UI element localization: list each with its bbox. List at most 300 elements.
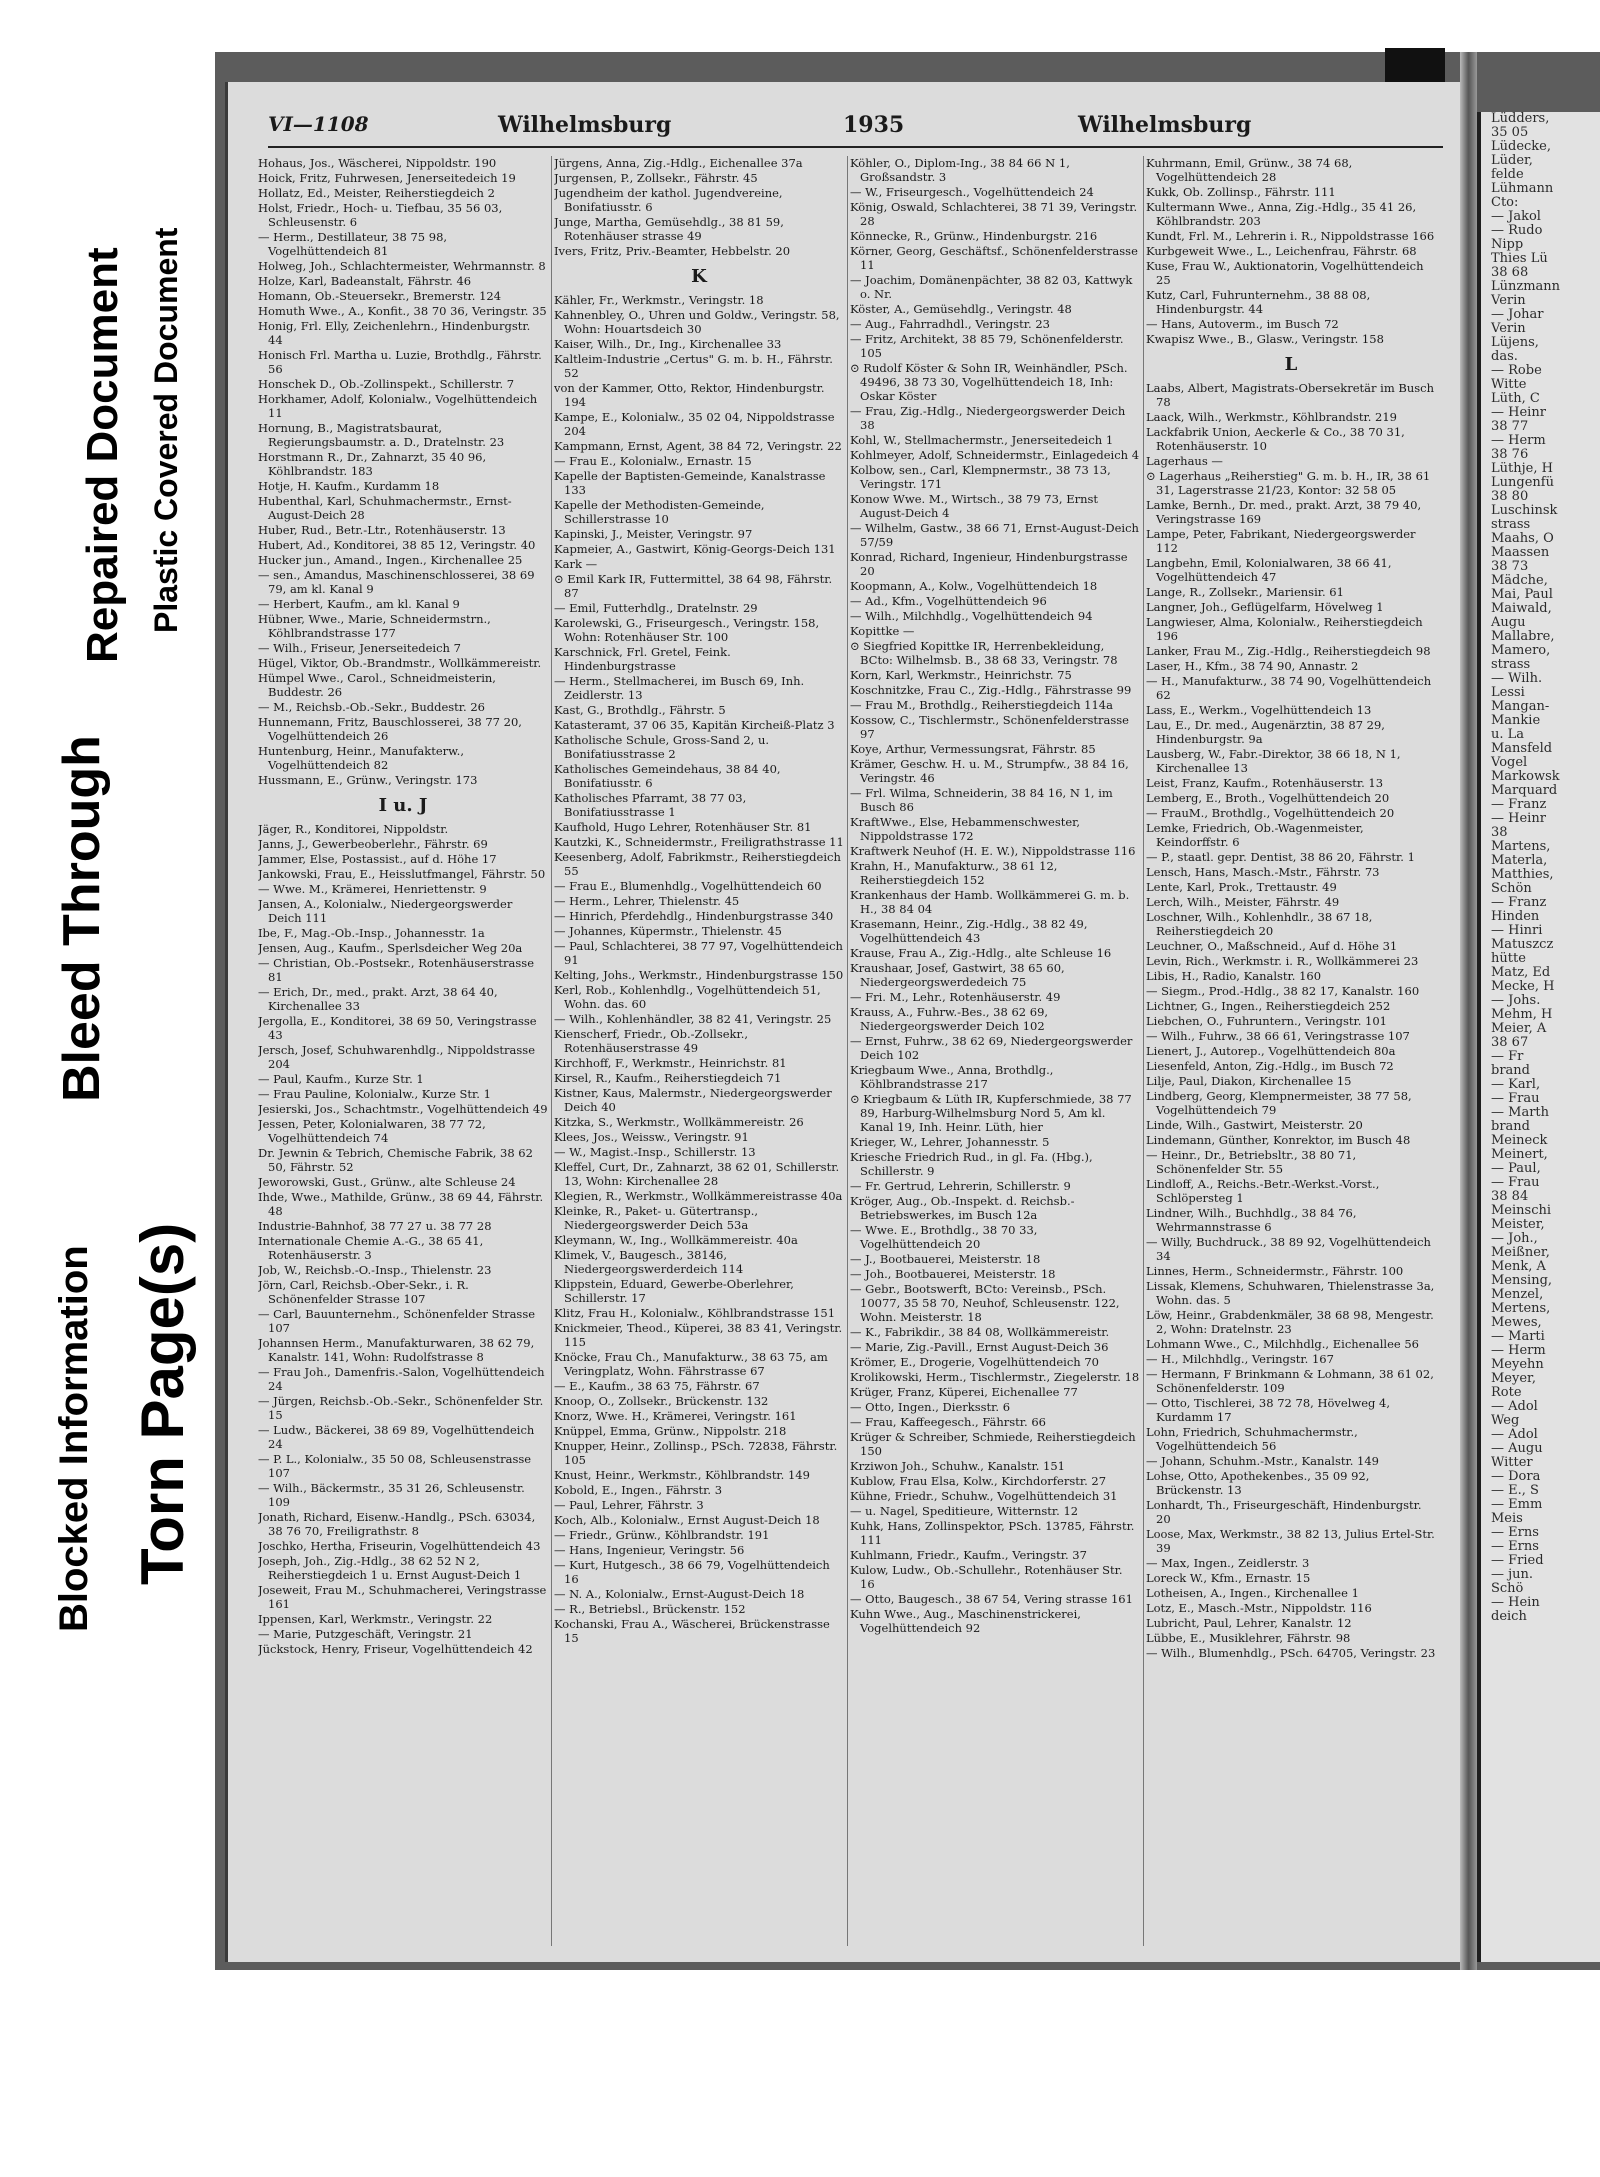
directory-entry: Krämer, Geschw. H. u. M., Strumpfw., 38 84 16, Veringstr. 46 (850, 757, 1129, 785)
directory-entry: Industrie-Bahnhof, 38 77 27 u. 38 77 28 (258, 1219, 492, 1233)
directory-entry: Levin, Rich., Werkmstr. i. R., Wollkämmerei 23 (1146, 954, 1419, 968)
directory-entry: — Frau E., Blumenhdlg., Vogelhüttendeich 60 (554, 879, 822, 893)
directory-entry: Kuhrmann, Emil, Grünw., 38 74 68, Vogelhüttendeich 28 (1146, 156, 1353, 184)
next-page-fragment: — Hinri (1491, 923, 1543, 938)
next-page-fragment: — Dora (1491, 1469, 1541, 1484)
next-page-fragment: Matthies, (1491, 867, 1554, 882)
next-page-fragment: Verin (1491, 293, 1526, 308)
directory-entry: Kampe, E., Kolonialw., 35 02 04, Nippoldstrasse 204 (554, 410, 835, 438)
directory-entry: Janns, J., Gewerbeoberlehr., Fährstr. 69 (258, 837, 488, 851)
directory-entry: Körner, Georg, Geschäftsf., Schönenfelderstrasse 11 (850, 244, 1138, 272)
directory-entry: — Hinrich, Pferdehdlg., Hindenburgstrasse 340 (554, 909, 834, 923)
next-page-fragment: Marquard (1491, 783, 1558, 798)
directory-entry: Kistner, Kaus, Malermstr., Niedergeorgswerder Deich 40 (554, 1086, 832, 1114)
directory-entry: Johannsen Herm., Manufakturwaren, 38 62 79, Kanalstr. 141, Wohn: Rudolfstrasse 8 (258, 1336, 535, 1364)
next-page-fragment: Meineck (1491, 1133, 1548, 1148)
next-page-fragment: Lüthje, H (1491, 461, 1553, 476)
directory-entry: — Christian, Ob.-Postsekr., Rotenhäuserstrasse 81 (258, 956, 535, 984)
directory-entry: Katholische Schule, Gross-Sand 2, u. Bonifatiusstrasse 2 (554, 733, 770, 761)
directory-entry: ⊙ Lagerhaus „Reiherstieg" G. m. b. H., IR, 38 61 31, Lagerstrasse 21/23, Kontor: 32 58 05 (1146, 469, 1431, 497)
directory-entry: — Frau Pauline, Kolonialw., Kurze Str. 1 (258, 1087, 491, 1101)
next-page-fragment: 38 77 (1491, 419, 1529, 434)
next-page-fragment: strass (1491, 657, 1531, 672)
directory-entry: Knüppel, Emma, Grünw., Nippolstr. 218 (554, 1424, 787, 1438)
next-page-fragment: Lüjens, (1491, 335, 1539, 350)
directory-entry: Ippensen, Karl, Werkmstr., Veringstr. 22 (258, 1612, 493, 1626)
directory-entry: Libis, H., Radio, Kanalstr. 160 (1146, 969, 1322, 983)
directory-entry: Knorz, Wwe. H., Krämerei, Veringstr. 161 (554, 1409, 797, 1423)
directory-entry: Lanker, Frau M., Zig.-Hdlg., Reiherstiegdeich 98 (1146, 644, 1431, 658)
directory-entry: — Fri. M., Lehr., Rotenhäuserstr. 49 (850, 990, 1061, 1004)
directory-entry: — Wilh., Blumenhdlg., PSch. 64705, Veringstr. 23 (1146, 1646, 1436, 1660)
directory-entry: Lampe, Peter, Fabrikant, Niedergeorgswerder 112 (1146, 527, 1416, 555)
directory-entry: — Fritz, Architekt, 38 85 79, Schönenfelderstr. 105 (850, 332, 1124, 360)
next-page-fragment: — Emm (1491, 1497, 1543, 1512)
directory-entry: Kapelle der Methodisten-Gemeinde, Schillerstrasse 10 (554, 498, 765, 526)
directory-entry: Jessen, Peter, Kolonialwaren, 38 77 72, Vogelhüttendeich 74 (258, 1117, 486, 1145)
directory-entry: Lindemann, Günther, Konrektor, im Busch 48 (1146, 1133, 1411, 1147)
next-page-fragment: Maassen (1491, 545, 1550, 560)
directory-entry: Lohmann Wwe., C., Milchhdlg., Eichenallee 56 (1146, 1337, 1419, 1351)
next-page-fragment: Menk, A (1491, 1259, 1546, 1274)
directory-column-1 (258, 156, 548, 1946)
directory-column-4 (1146, 156, 1436, 1946)
directory-entry: — W., Magist.-Insp., Schillerstr. 13 (554, 1145, 756, 1159)
directory-entry: Kleymann, W., Ing., Wollkämmereistr. 40a (554, 1233, 798, 1247)
next-page-fragment: u. La (1491, 727, 1525, 742)
directory-entry: Krasemann, Heinr., Zig.-Hdlg., 38 82 49, Vogelhüttendeich 43 (850, 917, 1088, 945)
next-page-fragment: 38 80 (1491, 489, 1529, 504)
directory-entry: Hohaus, Jos., Wäscherei, Nippoldstr. 190 (258, 156, 497, 170)
directory-entry: — FrauM., Brothdlg., Vogelhüttendeich 20 (1146, 806, 1395, 820)
next-page-fragment: Meyer, (1491, 1371, 1536, 1386)
directory-entry: — Wilhelm, Gastw., 38 66 71, Ernst-August-Deich 57/59 (850, 521, 1139, 549)
directory-entry: Lass, E., Werkm., Vogelhüttendeich 13 (1146, 703, 1372, 717)
directory-entry: — Marie, Putzgeschäft, Veringstr. 21 (258, 1627, 473, 1641)
directory-entry: Lotz, E., Masch.-Mstr., Nippoldstr. 116 (1146, 1601, 1372, 1615)
next-page-fragment: 38 68 (1491, 265, 1529, 280)
directory-entry: Klees, Jos., Weissw., Veringstr. 91 (554, 1130, 749, 1144)
directory-entry: — Hermann, F Brinkmann & Lohmann, 38 61 02, Schönenfelderstr. 109 (1146, 1367, 1434, 1395)
directory-entry: — H., Manufakturw., 38 74 90, Vogelhüttendeich 62 (1146, 674, 1432, 702)
next-page-fragment: Mädche, (1491, 573, 1548, 588)
directory-entry: Knöcke, Frau Ch., Manufakturw., 38 63 75, am Veringplatz, Wohn. Fährstrasse 67 (554, 1350, 828, 1378)
directory-entry: — Fr. Gertrud, Lehrerin, Schillerstr. 9 (850, 1179, 1071, 1193)
directory-entry: Job, W., Reichsb.-O.-Insp., Thielenstr. 23 (258, 1263, 492, 1277)
directory-entry: Koopmann, A., Kolw., Vogelhüttendeich 18 (850, 579, 1098, 593)
next-page-fragment: felde (1491, 167, 1524, 182)
directory-entry: — W., Friseurgesch., Vogelhüttendeich 24 (850, 185, 1094, 199)
next-page-fragment: — Frau (1491, 1091, 1540, 1106)
directory-entry: Kapmeier, A., Gastwirt, König-Georgs-Deich 131 (554, 542, 836, 556)
directory-entry: Kriegbaum Wwe., Anna, Brothdlg., Köhlbrandstrasse 217 (850, 1063, 1054, 1091)
next-page-fragment: 38 76 (1491, 447, 1529, 462)
directory-entry: — Wwe. M., Krämerei, Henriettenstr. 9 (258, 882, 487, 896)
page-number: VI—1108 (268, 112, 369, 136)
directory-entry: Konrad, Richard, Ingenieur, Hindenburgstrasse 20 (850, 550, 1128, 578)
next-page-fragment: — Heinr (1491, 811, 1546, 826)
next-page-fragment: Mai, Paul (1491, 587, 1553, 602)
directory-entry: — Frau E., Kolonialw., Ernastr. 15 (554, 454, 752, 468)
directory-entry: Kapinski, J., Meister, Veringstr. 97 (554, 527, 753, 541)
next-page-fragment: Lüder, (1491, 153, 1533, 168)
directory-entry: Loose, Max, Werkmstr., 38 82 13, Julius Ertel-Str. 39 (1146, 1527, 1435, 1555)
directory-entry: Loreck W., Kfm., Ernastr. 15 (1146, 1571, 1311, 1585)
directory-entry: Kobold, E., Ingen., Fährstr. 3 (554, 1483, 723, 1497)
directory-columns (258, 156, 1443, 1946)
directory-entry: — P., staatl. gepr. Dentist, 38 86 20, Fährstr. 1 (1146, 850, 1415, 864)
directory-entry: Kukk, Ob. Zollinsp., Fährstr. 111 (1146, 185, 1336, 199)
directory-entry: Jammer, Else, Postassist., auf d. Höhe 17 (258, 852, 497, 866)
directory-entry: Krause, Frau A., Zig.-Hdlg., alte Schleuse 16 (850, 946, 1112, 960)
directory-entry: Krieger, W., Lehrer, Johannesstr. 5 (850, 1135, 1050, 1149)
directory-entry: — P. L., Kolonialw., 35 50 08, Schleusenstrasse 107 (258, 1452, 532, 1480)
directory-entry: Kuse, Frau W., Auktionatorin, Vogelhüttendeich 25 (1146, 259, 1424, 287)
next-page-fragment: Meis (1491, 1511, 1523, 1526)
directory-entry: Kähler, Fr., Werkmstr., Veringstr. 18 (554, 293, 764, 307)
directory-entry: Krüger, Franz, Küperei, Eichenallee 77 (850, 1385, 1078, 1399)
directory-entry: Kampmann, Ernst, Agent, 38 84 72, Veringstr. 22 (554, 439, 842, 453)
next-page-fragment: Cto: (1491, 195, 1519, 210)
next-page-fragment: Verin (1491, 321, 1526, 336)
directory-entry: Joschko, Hertha, Friseurin, Vogelhüttendeich 43 (258, 1539, 541, 1553)
directory-entry: — Aug., Fahrradhdl., Veringstr. 23 (850, 317, 1050, 331)
label-repaired-document: Repaired Document (78, 247, 127, 663)
next-page-fragment: — Joh., (1491, 1231, 1538, 1246)
directory-entry: Kelting, Johs., Werkmstr., Hindenburgstrasse 150 (554, 968, 844, 982)
directory-entry: Homann, Ob.-Steuersekr., Bremerstr. 124 (258, 289, 502, 303)
header-city-left: Wilhelmsburg (498, 112, 672, 138)
directory-entry: — K., Fabrikdir., 38 84 08, Wollkämmereistr. (850, 1325, 1110, 1339)
directory-entry: Liesenfeld, Anton, Zig.-Hdlg., im Busch 72 (1146, 1059, 1394, 1073)
directory-entry: Klitz, Frau H., Kolonialw., Köhlbrandstrasse 151 (554, 1306, 836, 1320)
directory-page (225, 82, 1463, 1962)
directory-entry: — Johannes, Küpermstr., Thielenstr. 45 (554, 924, 782, 938)
directory-entry: Katholisches Gemeindehaus, 38 84 40, Bonifatiusstr. 6 (554, 762, 781, 790)
next-page-fragment: Mallabre, (1491, 629, 1555, 644)
section-letter: I u. J (378, 795, 428, 816)
directory-entry: — Herm., Destillateur, 38 75 98, Vogelhüttendeich 81 (258, 230, 448, 258)
next-page-fragment: Lüth, C (1491, 391, 1540, 406)
directory-entry: Krankenhaus der Hamb. Wollkämmerei G. m. b. H., 38 84 04 (850, 888, 1130, 916)
directory-entry: Holst, Friedr., Hoch- u. Tiefbau, 35 56 03, Schleusenstr. 6 (258, 201, 503, 229)
directory-entry: Jückstock, Henry, Friseur, Vogelhüttendeich 42 (258, 1642, 533, 1656)
directory-entry: Hoick, Fritz, Fuhrwesen, Jenerseitedeich 19 (258, 171, 516, 185)
directory-entry: Hotje, H. Kaufm., Kurdamm 18 (258, 479, 440, 493)
directory-entry: — Willy, Buchdruck., 38 89 92, Vogelhüttendeich 34 (1146, 1235, 1431, 1263)
directory-entry: Lohn, Friedrich, Schuhmachermstr., Vogelhüttendeich 56 (1146, 1425, 1358, 1453)
next-page-fragment: 38 84 (1491, 1189, 1529, 1204)
directory-entry: — E., Kaufm., 38 63 75, Fährstr. 67 (554, 1379, 760, 1393)
next-page-fragment: Weg (1491, 1413, 1520, 1428)
directory-entry: Karolewski, G., Friseurgesch., Veringstr. 158, Wohn: Rotenhäuser Str. 100 (554, 616, 820, 644)
directory-entry: Lübbe, E., Musiklehrer, Fährstr. 98 (1146, 1631, 1351, 1645)
directory-entry: Loschner, Wilh., Kohlenhdlr., 38 67 18, Reiherstiegdeich 20 (1146, 910, 1373, 938)
next-page-fragment: — Herm (1491, 1343, 1546, 1358)
directory-entry: — Otto, Ingen., Dierksstr. 6 (850, 1400, 1011, 1414)
directory-entry: Junge, Martha, Gemüsehdlg., 38 81 59, Rotenhäuser strasse 49 (554, 215, 784, 243)
directory-entry: Jergolla, E., Konditorei, 38 69 50, Veringstrasse 43 (258, 1014, 537, 1042)
directory-entry: Lange, R., Zollsekr., Mariensir. 61 (1146, 585, 1344, 599)
directory-entry: — N. A., Kolonialw., Ernst-August-Deich 18 (554, 1587, 805, 1601)
directory-entry: Hollatz, Ed., Meister, Reiherstiegdeich 2 (258, 186, 495, 200)
directory-entry: Honisch Frl. Martha u. Luzie, Brothdlg., Fährstr. 56 (258, 348, 542, 376)
next-page-fragment: Meinschi (1491, 1203, 1552, 1218)
directory-entry: Kahnenbley, O., Uhren und Goldw., Veringstr. 58, Wohn: Houartsdeich 30 (554, 308, 840, 336)
next-page-fragment: 38 (1491, 825, 1508, 840)
next-page-fragment: Witter (1491, 1455, 1533, 1470)
next-page-edge (1477, 112, 1600, 1962)
next-page-fragment: Mangan- (1491, 699, 1550, 714)
directory-entry: Jankowski, Frau, E., Heisslutfmangel, Fährstr. 50 (258, 867, 546, 881)
directory-entry: — Marie, Zig.-Pavill., Ernst August-Deich 36 (850, 1340, 1109, 1354)
directory-entry: Krüger & Schreiber, Schmiede, Reiherstiegdeich 150 (850, 1430, 1136, 1458)
directory-entry: Kwapisz Wwe., B., Glasw., Veringstr. 158 (1146, 332, 1384, 346)
next-page-fragment: Hinden (1491, 909, 1540, 924)
directory-entry: Knupper, Heinr., Zollinsp., PSch. 72838, Fährstr. 105 (554, 1439, 838, 1467)
directory-entry: Kublow, Frau Elsa, Kolw., Kirchdorferstr. 27 (850, 1474, 1107, 1488)
next-page-fragment: deich (1491, 1609, 1527, 1624)
directory-entry: Koye, Arthur, Vermessungsrat, Fährstr. 85 (850, 742, 1096, 756)
next-page-fragment: — Rudo (1491, 223, 1543, 238)
next-page-fragment: Thies Lü (1491, 251, 1548, 266)
directory-entry: Horkhamer, Adolf, Kolonialw., Vogelhüttendeich 11 (258, 392, 538, 420)
directory-entry: — Frau, Kaffeegesch., Fährstr. 66 (850, 1415, 1046, 1429)
directory-entry: — Ernst, Fuhrw., 38 62 69, Niedergeorgswerder Deich 102 (850, 1034, 1133, 1062)
directory-entry: Kühne, Friedr., Schuhw., Vogelhüttendeich 31 (850, 1489, 1118, 1503)
directory-entry: Ihde, Wwe., Mathilde, Grünw., 38 69 44, Fährstr. 48 (258, 1190, 544, 1218)
next-page-fragment: 35 05 (1491, 125, 1529, 140)
next-page-fragment: Schö (1491, 1581, 1524, 1596)
directory-entry: Kleinke, R., Paket- u. Gütertransp., Niedergeorgswerder Deich 53a (554, 1204, 759, 1232)
label-plastic-covered: Plastic Covered Document (148, 227, 184, 633)
directory-entry: — Max, Ingen., Zeidlerstr. 3 (1146, 1556, 1310, 1570)
next-page-fragment: Markowsk (1491, 769, 1560, 784)
next-page-fragment: — Johar (1491, 307, 1544, 322)
directory-entry: Kast, G., Brothdlg., Fährstr. 5 (554, 703, 726, 717)
directory-entry: Katasteramt, 37 06 35, Kapitän Kircheiß-Platz 3 (554, 718, 835, 732)
directory-entry: Homuth Wwe., A., Konfit., 38 70 36, Veringstr. 35 (258, 304, 547, 318)
next-page-fragment: — Paul, (1491, 1161, 1541, 1176)
directory-entry: — M., Reichsb.-Ob.-Sekr., Buddestr. 26 (258, 700, 485, 714)
directory-entry: Kolbow, sen., Carl, Klempnermstr., 38 73 13, Veringstr. 171 (850, 463, 1111, 491)
directory-entry: Könnecke, R., Grünw., Hindenburgstr. 216 (850, 229, 1098, 243)
directory-entry: Internationale Chemie A.-G., 38 65 41, Rotenhäuserstr. 3 (258, 1234, 484, 1262)
directory-entry: — Paul, Kaufm., Kurze Str. 1 (258, 1072, 424, 1086)
directory-entry: Klippstein, Eduard, Gewerbe-Oberlehrer, Schillerstr. 17 (554, 1277, 794, 1305)
directory-entry: Honschek D., Ob.-Zollinspekt., Schillerstr. 7 (258, 377, 515, 391)
next-page-fragment: Mertens, (1491, 1301, 1551, 1316)
directory-entry: KraftWwe., Else, Hebammenschwester, Nippoldstrasse 172 (850, 815, 1081, 843)
directory-entry: Kleffel, Curt, Dr., Zahnarzt, 38 62 01, Schillerstr. 13, Wohn: Kirchenallee 28 (554, 1160, 840, 1188)
directory-entry: Keesenberg, Adolf, Fabrikmstr., Reiherstiegdeich 55 (554, 850, 841, 878)
directory-entry: — R., Betriebsl., Brückenstr. 152 (554, 1602, 746, 1616)
directory-entry: — Wwe. E., Brothdlg., 38 70 33, Vogelhüttendeich 20 (850, 1223, 1038, 1251)
directory-entry: — u. Nagel, Speditieure, Witternstr. 12 (850, 1504, 1079, 1518)
directory-entry: Jäger, R., Konditorei, Nippoldstr. (258, 822, 449, 836)
directory-entry: Krolikowski, Herm., Tischlermstr., Ziegelerstr. 18 (850, 1370, 1140, 1384)
directory-entry: Holze, Karl, Badeanstalt, Fährstr. 46 (258, 274, 472, 288)
directory-entry: Ibe, F., Mag.-Ob.-Insp., Johannesstr. 1a (258, 926, 485, 940)
directory-entry: Köhler, O., Diplom-Ing., 38 84 66 N 1, Großsandstr. 3 (850, 156, 1070, 184)
next-page-fragment: Meinert, (1491, 1147, 1548, 1162)
next-page-fragment: Vogel (1491, 755, 1528, 770)
directory-entry: — Hans, Autoverm., im Busch 72 (1146, 317, 1339, 331)
directory-entry: Honig, Frl. Elly, Zeichenlehrn., Hindenburgstr. 44 (258, 319, 531, 347)
next-page-fragment: Lüdecke, (1491, 139, 1552, 154)
directory-entry: Knickmeier, Theod., Küperei, 38 83 41, Veringstr. 115 (554, 1321, 843, 1349)
directory-entry: Lindner, Wilh., Buchhdlg., 38 84 76, Wehrmannstrasse 6 (1146, 1206, 1357, 1234)
directory-entry: von der Kammer, Otto, Rektor, Hindenburgstr. 194 (554, 381, 825, 409)
directory-entry: Jörn, Carl, Reichsb.-Ober-Sekr., i. R. Schönenfelder Strasse 107 (258, 1278, 469, 1306)
directory-entry: Kulow, Ludw., Ob.-Schullehr., Rotenhäuser Str. 16 (850, 1563, 1123, 1591)
next-page-fragment: Maahs, O (1491, 531, 1554, 546)
next-page-fragment: — Heinr (1491, 405, 1546, 420)
directory-entry: Horstmann R., Dr., Zahnarzt, 35 40 96, Köhlbrandstr. 183 (258, 450, 487, 478)
directory-entry: Hümpel Wwe., Carol., Schneidmeisterin, Buddestr. 26 (258, 671, 496, 699)
next-page-fragment: — Hein (1491, 1595, 1540, 1610)
directory-entry: Hucker jun., Amand., Ingen., Kirchenallee 25 (258, 553, 523, 567)
directory-entry: Lotheisen, A., Ingen., Kirchenallee 1 (1146, 1586, 1359, 1600)
next-page-fragment: Matuszcz (1491, 937, 1554, 952)
directory-entry: Klimek, V., Baugesch., 38146, Niedergeorgswerderdeich 114 (554, 1248, 744, 1276)
next-page-fragment: — Adol (1491, 1399, 1538, 1414)
directory-entry: Kirsel, R., Kaufm., Reiherstiegdeich 71 (554, 1071, 782, 1085)
next-page-fragment: — Marti (1491, 1329, 1545, 1344)
next-page-fragment: Maiwald, (1491, 601, 1552, 616)
directory-entry: Kossow, C., Tischlermstr., Schönenfelderstrasse 97 (850, 713, 1129, 741)
directory-entry: Kapelle der Baptisten-Gemeinde, Kanalstrasse 133 (554, 469, 826, 497)
next-page-fragment: — Franz (1491, 797, 1547, 812)
directory-entry: Jansen, A., Kolonialw., Niedergeorgswerder Deich 111 (258, 897, 513, 925)
next-page-fragment: — Franz (1491, 895, 1547, 910)
directory-entry: — Herbert, Kaufm., am kl. Kanal 9 (258, 597, 460, 611)
next-page-fragment: Meier, A (1491, 1021, 1547, 1036)
directory-entry: Kutz, Carl, Fuhrunternehm., 38 88 08, Hindenburgstr. 44 (1146, 288, 1371, 316)
next-page-fragment: — E., S (1491, 1483, 1539, 1498)
directory-entry: Kerl, Rob., Kohlenhdlg., Vogelhüttendeich 51, Wohn. das. 60 (554, 983, 821, 1011)
directory-entry: Krziwon Joh., Schuhw., Kanalstr. 151 (850, 1459, 1065, 1473)
directory-entry: Klegien, R., Werkmstr., Wollkämmereistrasse 40a (554, 1189, 843, 1203)
next-page-fragment: Mewes, (1491, 1315, 1542, 1330)
directory-entry: — Johann, Schuhm.-Mstr., Kanalstr. 149 (1146, 1454, 1379, 1468)
directory-entry: Langner, Joh., Geflügelfarm, Hövelweg 1 (1146, 600, 1384, 614)
directory-entry: — Gebr., Bootswerft, BCto: Vereinsb., PSch. 10077, 35 58 70, Neuhof, Schleusenstr. 122, Wohn. Meisterstr. 18 (850, 1282, 1120, 1324)
directory-entry: — Herm., Stellmacherei, im Busch 69, Inh. Zeidlerstr. 13 (554, 674, 805, 702)
directory-entry: — Otto, Tischlerei, 38 72 78, Hövelweg 4, Kurdamm 17 (1146, 1396, 1391, 1424)
directory-entry: Kaufhold, Hugo Lehrer, Rotenhäuser Str. 81 (554, 820, 812, 834)
next-page-fragment: Materla, (1491, 853, 1548, 868)
directory-entry: Katholisches Pfarramt, 38 77 03, Bonifatiusstrasse 1 (554, 791, 747, 819)
directory-entry: Kraftwerk Neuhof (H. E. W.), Nippoldstrasse 116 (850, 844, 1136, 858)
directory-entry: Lichtner, G., Ingen., Reiherstiegdeich 252 (1146, 999, 1391, 1013)
directory-entry: Lau, E., Dr. med., Augenärztin, 38 87 29, Hindenburgstr. 9a (1146, 718, 1385, 746)
next-page-fragment: — Marth (1491, 1105, 1550, 1120)
next-page-fragment: 38 73 (1491, 559, 1529, 574)
directory-entry: — Kurt, Hutgesch., 38 66 79, Vogelhüttendeich 16 (554, 1558, 830, 1586)
section-letter: K (691, 266, 707, 287)
next-page-fragment: Martens, (1491, 839, 1551, 854)
directory-entry: Leist, Franz, Kaufm., Rotenhäuserstr. 13 (1146, 776, 1384, 790)
directory-entry: Kraushaar, Josef, Gastwirt, 38 65 60, Niedergeorgswerdedeich 75 (850, 961, 1065, 989)
directory-entry: Lindloff, A., Reichs.-Betr.-Werkst.-Vorst., Schlöpersteg 1 (1146, 1177, 1380, 1205)
directory-entry: Hubert, Ad., Konditorei, 38 85 12, Veringstr. 40 (258, 538, 536, 552)
directory-entry: Hunnemann, Fritz, Bauschlosserei, 38 77 20, Vogelhüttendeich 26 (258, 715, 522, 743)
directory-column-3 (850, 156, 1140, 1946)
directory-entry: Korn, Karl, Werkmstr., Heinrichstr. 75 (850, 668, 1072, 682)
next-page-fragment: 38 67 (1491, 1035, 1529, 1050)
directory-entry: Dr. Jewnin & Tebrich, Chemische Fabrik, 38 62 50, Fährstr. 52 (258, 1146, 533, 1174)
directory-entry: Koch, Alb., Kolonialw., Ernst August-Deich 18 (554, 1513, 820, 1527)
next-page-fragment: Lessi (1491, 685, 1525, 700)
next-page-fragment: brand (1491, 1063, 1530, 1078)
next-page-fragment: — Wilh. (1491, 671, 1543, 686)
directory-entry: — Ad., Kfm., Vogelhüttendeich 96 (850, 594, 1047, 608)
next-page-fragment: — Fried (1491, 1553, 1544, 1568)
next-page-fragment: — Herm (1491, 433, 1546, 448)
next-page-fragment: Augu (1491, 615, 1526, 630)
next-page-fragment: Matz, Ed (1491, 965, 1551, 980)
directory-entry: Langbehn, Emil, Kolonialwaren, 38 66 41, Vogelhüttendeich 47 (1146, 556, 1392, 584)
next-page-fragment: Menzel, (1491, 1287, 1544, 1302)
directory-entry: — Wilh., Fuhrw., 38 66 61, Veringstrasse 107 (1146, 1029, 1410, 1043)
page-gutter (1460, 52, 1477, 1970)
column-divider (551, 156, 552, 1946)
directory-entry: Lissak, Klemens, Schuhwaren, Thielenstrasse 3a, Wohn. das. 5 (1146, 1279, 1435, 1307)
directory-entry: Lensch, Hans, Masch.-Mstr., Fährstr. 73 (1146, 865, 1380, 879)
directory-entry: Jurgensen, P., Zollsekr., Fährstr. 45 (554, 171, 758, 185)
directory-entry: Kriesche Friedrich Rud., in gl. Fa. (Hbg.), Schillerstr. 9 (850, 1150, 1093, 1178)
next-page-fragment: Schön (1491, 881, 1532, 896)
next-page-fragment: Lüdders, (1491, 112, 1550, 126)
directory-entry: Kaiser, Wilh., Dr., Ing., Kirchenallee 33 (554, 337, 782, 351)
directory-entry: Hussmann, E., Grünw., Veringstr. 173 (258, 773, 478, 787)
directory-entry: — Heinr., Dr., Betriebsltr., 38 80 71, Schönenfelder Str. 55 (1146, 1148, 1357, 1176)
next-page-fragment: das. (1491, 349, 1518, 364)
directory-entry: Hubenthal, Karl, Schuhmachermstr., Ernst-August-Deich 28 (258, 494, 512, 522)
label-blocked-information: Blocked Information (52, 1245, 96, 1632)
next-page-fragment: — Robe (1491, 363, 1542, 378)
next-page-fragment: — Johs. (1491, 993, 1541, 1008)
directory-entry: — Friedr., Grünw., Köhlbrandstr. 191 (554, 1528, 770, 1542)
directory-entry: Löw, Heinr., Grabdenkmäler, 38 68 98, Mengestr. 2, Wohn: Dratelnstr. 23 (1146, 1308, 1434, 1336)
directory-entry: Lindberg, Georg, Klempnermeister, 38 77 58, Vogelhüttendeich 79 (1146, 1089, 1412, 1117)
next-page-fragment: hütte (1491, 951, 1526, 966)
next-page-fragment: Witte (1491, 377, 1527, 392)
directory-entry: — Jürgen, Reichsb.-Ob.-Sekr., Schönenfelder Str. 15 (258, 1394, 544, 1422)
directory-entry: — Otto, Baugesch., 38 67 54, Vering strasse 161 (850, 1592, 1133, 1606)
directory-entry: Karschnick, Frl. Gretel, Feink. Hindenburgstrasse (554, 645, 731, 673)
directory-entry: Huntenburg, Heinr., Manufakterw., Vogelhüttendeich 82 (258, 744, 464, 772)
directory-entry: Krahn, H., Manufakturw., 38 61 12, Reiherstiegdeich 152 (850, 859, 1058, 887)
directory-entry: Langwieser, Alma, Kolonialw., Reiherstiegdeich 196 (1146, 615, 1423, 643)
directory-entry: Lausberg, W., Fabr.-Direktor, 38 66 18, N 1, Kirchenallee 13 (1146, 747, 1401, 775)
directory-entry: Kohl, W., Stellmachermstr., Jenerseitedeich 1 (850, 433, 1114, 447)
directory-entry: Kundt, Frl. M., Lehrerin i. R., Nippoldstrasse 166 (1146, 229, 1435, 243)
scanned-page-area (215, 52, 1600, 1970)
directory-entry: Holweg, Joh., Schlachtermeister, Wehrmannstr. 8 (258, 259, 546, 273)
next-page-fragment: — Karl, (1491, 1077, 1541, 1092)
directory-entry: Laser, H., Kfm., 38 74 90, Annastr. 2 (1146, 659, 1359, 673)
directory-entry: Liebchen, O., Fuhruntern., Veringstr. 101 (1146, 1014, 1387, 1028)
label-torn-pages: Torn Page(s) (129, 1222, 196, 1585)
directory-entry: Lilje, Paul, Diakon, Kirchenallee 15 (1146, 1074, 1352, 1088)
directory-entry: Lagerhaus — (1146, 454, 1223, 468)
directory-entry: Lohse, Otto, Apothekenbes., 35 09 92, Brückenstr. 13 (1146, 1469, 1370, 1497)
directory-entry: — Ludw., Bäckerei, 38 69 89, Vogelhüttendeich 24 (258, 1423, 535, 1451)
directory-entry: Linnes, Herm., Schneidermstr., Fährstr. 100 (1146, 1264, 1404, 1278)
directory-entry: Kurbgeweit Wwe., L., Leichenfrau, Fährstr. 68 (1146, 244, 1417, 258)
